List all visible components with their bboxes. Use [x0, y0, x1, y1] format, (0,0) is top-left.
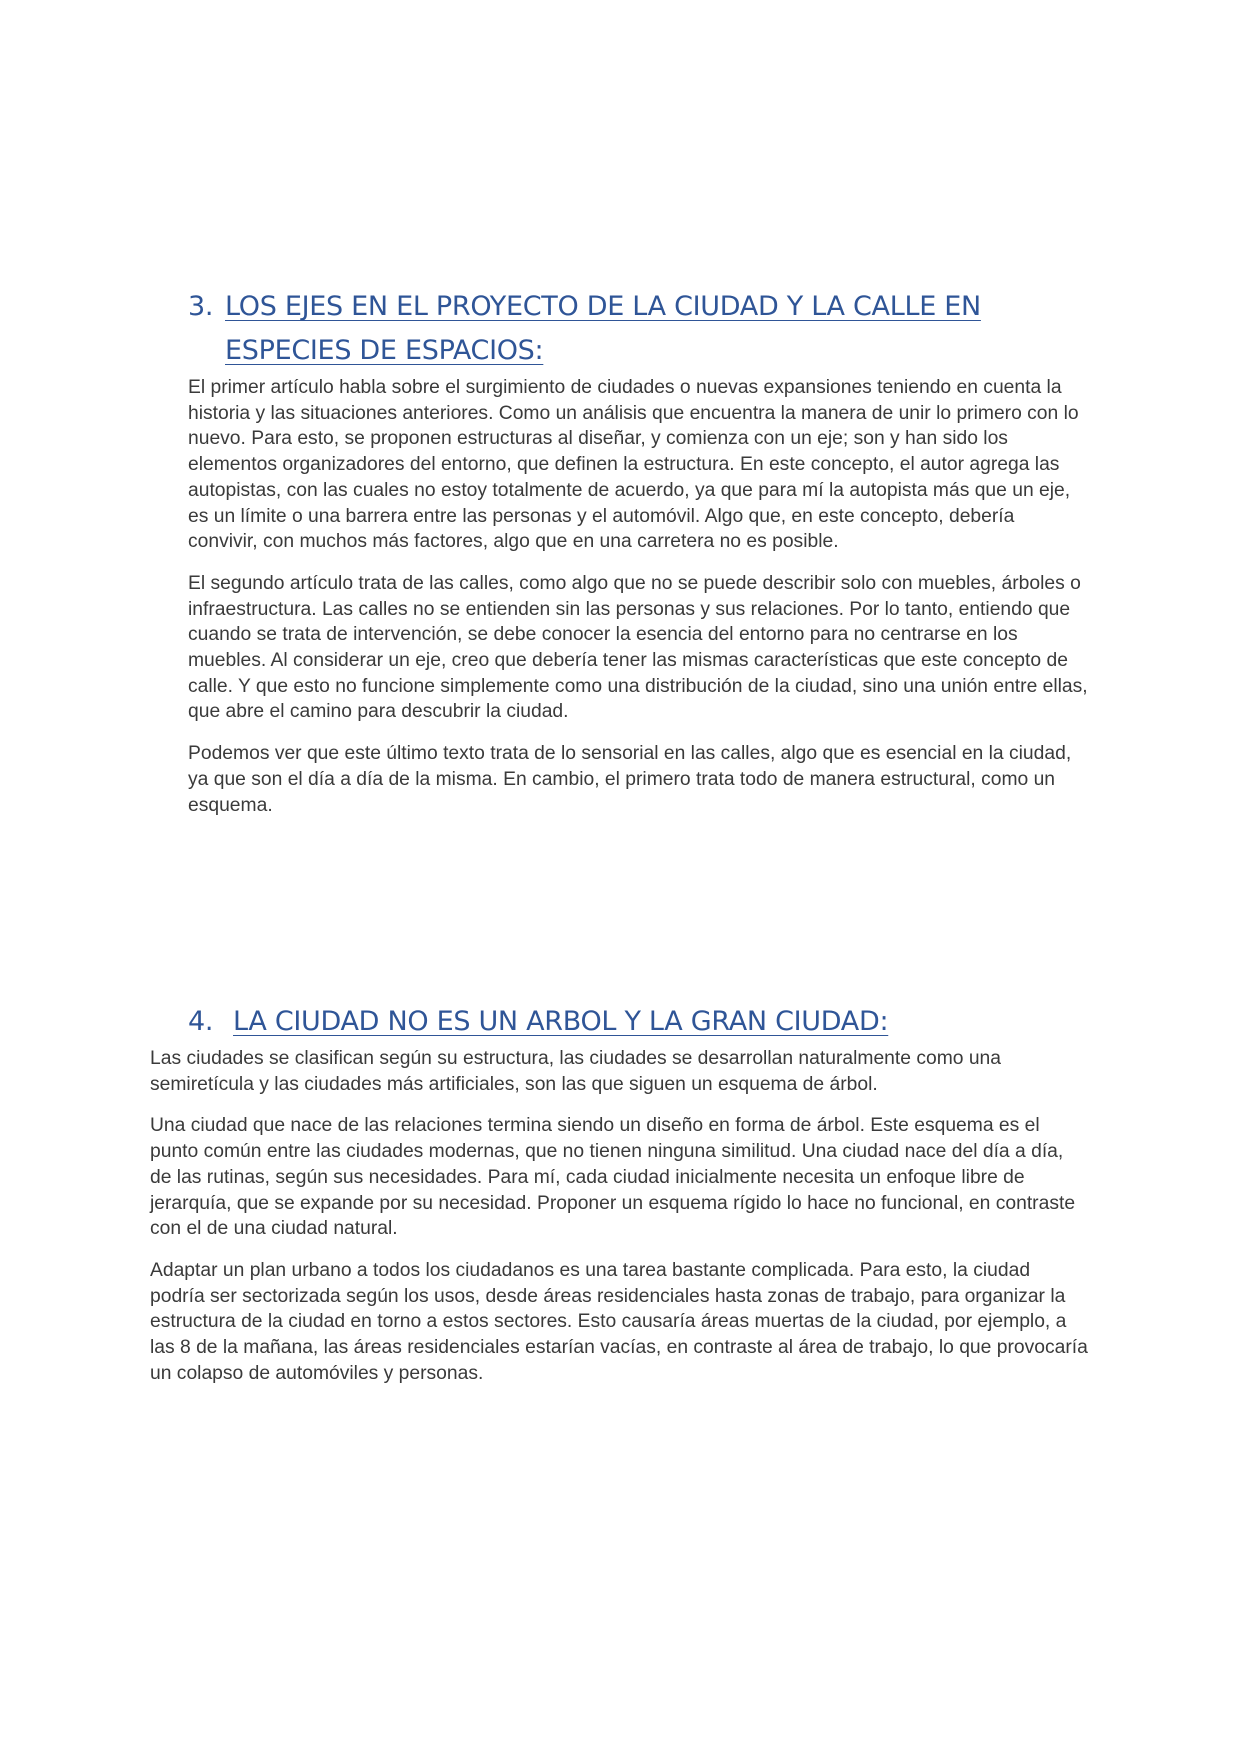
section-number: 4. — [188, 1006, 214, 1037]
paragraph: Adaptar un plan urbano a todos los ciudadanos es una tarea bastante complicada. Para esto, la ciudad podría ser sectorizada según los usos, desde áreas residenciales hasta zonas de trabajo, para organizar la estructura de la ciudad en torno a estos sectores. Esto causaría áreas muertas de la ciudad, por ejemplo, a las 8 de la mañana, las áreas residenciales estarían vacías, en contraste al área de trabajo, lo que provocaría un colapso de automóviles y personas. — [150, 1259, 1088, 1384]
paragraph: Una ciudad que nace de las relaciones termina siendo un diseño en forma de árbol. Este esquema es el punto común entre las ciudades modernas, que no tienen ninguna similitud. Una ciudad nace del día a día, de las rutinas, según sus necesidades. Para mí, cada ciudad inicialmente necesita un enfoque libre de jerarquía, que se expande por su necesidad. Proponer un esquema rígido lo hace no funcional, en contraste con el de una ciudad natural. — [150, 1115, 1076, 1240]
paragraph: El primer artículo habla sobre el surgimiento de ciudades o nuevas expansiones teniendo en cuenta la historia y las situaciones anteriores. Como un análisis que encuentra la manera de unir lo primero con lo nuevo. Para esto, se proponen estructuras al diseñar, y comienza con un eje; son y han sido los elementos organizadores del entorno, que definen la estructura. En este concepto, el autor agrega las autopistas, con las cuales no estoy totalmente de acuerdo, ya que para mí la autopista más que un eje, es un límite o una barrera entre las personas y el automóvil. Algo que, en este concepto, debería convivir, con muchos más factores, algo que en una carretera no es posible. — [188, 377, 1079, 553]
section-title: LOS EJES EN EL PROYECTO DE LA CIUDAD Y LA CALLE EN ESPECIES DE ESPACIOS: — [225, 291, 981, 366]
section-4 — [150, 1000, 1090, 1402]
section-3 — [188, 285, 1088, 834]
section-heading — [150, 1000, 1090, 1044]
section-title: LA CIUDAD NO ES UN ARBOL Y LA GRAN CIUDAD: — [233, 1006, 889, 1037]
paragraph: Podemos ver que este último texto trata de lo sensorial en las calles, algo que es esencial en la ciudad, ya que son el día a día de la misma. En cambio, el primero trata todo de manera estructural, como un esquema. — [188, 743, 1072, 816]
paragraph: Las ciudades se clasifican según su estructura, las ciudades se desarrollan naturalmente como una semiretícula y las ciudades más artificiales, son las que siguen un esquema de árbol. — [150, 1048, 1002, 1095]
paragraph: El segundo artículo trata de las calles, como algo que no se puede describir solo con muebles, árboles o infraestructura. Las calles no se entienden sin las personas y sus relaciones. Por lo tanto, entiendo que cuando se trata de intervención, se debe conocer la esencia del entorno para no centrarse en los muebles. Al considerar un eje, creo que debería tener las mismas características que este concepto de calle. Y que esto no funcione simplemente como una distribución de la ciudad, sino una unión entre ellas, que abre el camino para descubrir la ciudad. — [188, 572, 1088, 723]
section-number: 3. — [188, 291, 214, 322]
section-heading — [188, 285, 1088, 373]
